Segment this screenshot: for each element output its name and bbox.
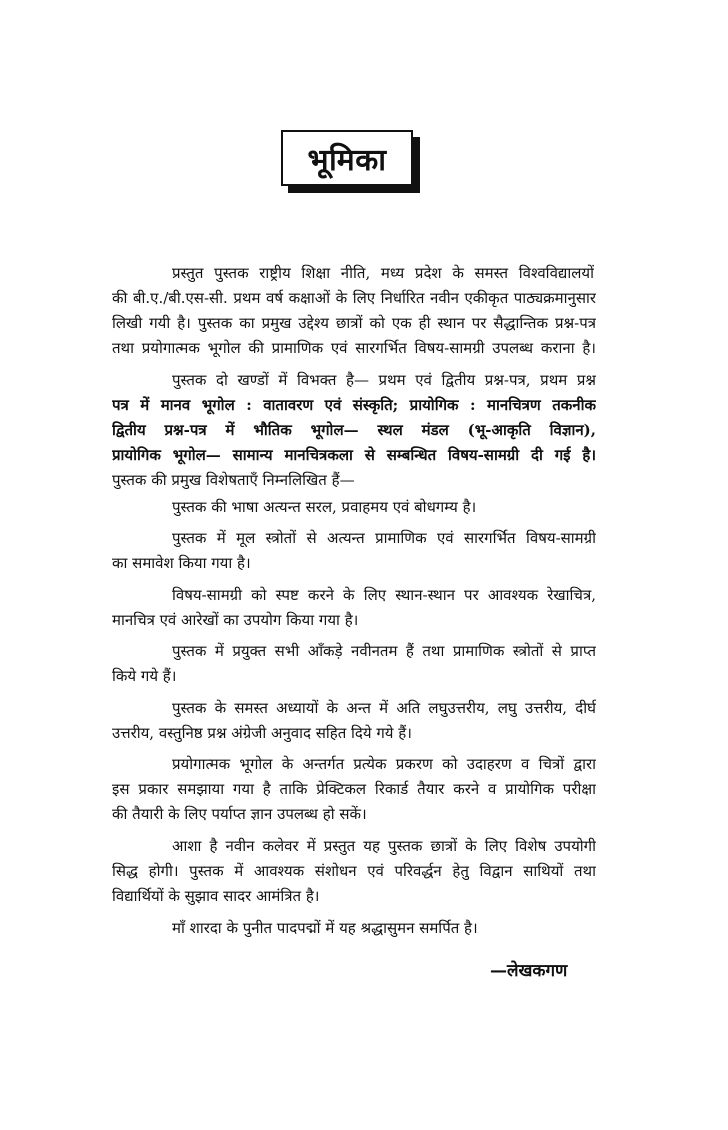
- paragraph-1-line-2: की बी.ए./बी.एस-सी. प्रथम वर्ष कक्षाओं के लिए निर्धारित नवीन एकीकृत पाठ्यक्रमानुसार: [112, 289, 596, 307]
- title-frame: [281, 130, 419, 192]
- paragraph-8-line-1: प्रयोगात्मक भूगोल के अन्तर्गत प्रत्येक प्रकरण को उदाहरण व चित्रों द्वारा: [172, 755, 596, 773]
- paragraph-2-line-2: पत्र में मानव भूगोल : वातावरण एवं संस्कृति; प्रायोगिक : मानचित्रण तकनीक: [112, 396, 596, 414]
- paragraph-3-line-1: पुस्तक की भाषा अत्यन्त सरल, प्रवाहमय एवं बोधगम्य है।: [172, 498, 477, 516]
- paragraph-1-line-1: प्रस्तुत पुस्तक राष्ट्रीय शिक्षा नीति, मध्य प्रदेश के समस्त विश्वविद्यालयों: [172, 264, 594, 282]
- paragraph-4-line-1: पुस्तक में मूल स्त्रोतों से अत्यन्त प्रामाणिक एवं सारगर्भित विषय-सामग्री: [172, 529, 596, 547]
- paragraph-6-line-1: पुस्तक में प्रयुक्त सभी आँकड़े नवीनतम हैं तथा प्रामाणिक स्त्रोतों से प्राप्त: [172, 642, 596, 660]
- paragraph-1-line-4: तथा प्रयोगात्मक भूगोल की प्रामाणिक एवं सारगर्भित विषय-सामग्री उपलब्ध कराना है।: [112, 339, 596, 357]
- paragraph-2-line-4: प्रायोगिक भूगोल— सामान्य मानचित्रकला से सम्बन्धित विषय-सामग्री दी गई है।: [112, 446, 596, 464]
- paragraph-7-line-1: पुस्तक के समस्त अध्यायों के अन्त में अति लघुउत्तरीय, लघु उत्तरीय, दीर्घ: [172, 699, 596, 717]
- paragraph-9-line-2: सिद्ध होगी। पुस्तक में आवश्यक संशोधन एवं परिवर्द्धन हेतु विद्वान साथियों तथा: [112, 862, 596, 880]
- paragraph-2-line-5: पुस्तक की प्रमुख विशेषताएँ निम्नलिखित हैं—: [112, 471, 355, 489]
- paragraph-5-line-1: विषय-सामग्री को स्पष्ट करने के लिए स्थान-स्थान पर आवश्यक रेखाचित्र,: [172, 586, 596, 604]
- paragraph-8-line-2: इस प्रकार समझाया गया है ताकि प्रेक्टिकल रिकार्ड तैयार करने व प्रायोगिक परीक्षा: [112, 780, 596, 798]
- paragraph-8-line-3: की तैयारी के लिए पर्याप्त ज्ञान उपलब्ध हो सकें।: [112, 805, 367, 823]
- signature: —लेखकगण: [490, 961, 568, 981]
- paragraph-2-line-3: द्वितीय प्रश्न-पत्र में भौतिक भूगोल— स्थल मंडल (भू-आकृति विज्ञान),: [112, 421, 596, 439]
- paragraph-4-line-2: का समावेश किया गया है।: [112, 554, 251, 572]
- paragraph-6-line-2: किये गये हैं।: [112, 667, 177, 685]
- paragraph-5-line-2: मानचित्र एवं आरेखों का उपयोग किया गया है।: [112, 611, 359, 629]
- page-title: भूमिका: [281, 130, 413, 186]
- paragraph-7-line-2: उत्तरीय, वस्तुनिष्ठ प्रश्न अंग्रेजी अनुवाद सहित दिये गये हैं।: [112, 724, 412, 742]
- paragraph-2-line-1: पुस्तक दो खण्डों में विभक्त है— प्रथम एवं द्वितीय प्रश्न-पत्र, प्रथम प्रश्न: [172, 371, 596, 389]
- paragraph-1-line-3: लिखी गयी है। पुस्तक का प्रमुख उद्देश्य छात्रों को एक ही स्थान पर सैद्धान्तिक प्रश्न-पत्र: [112, 314, 596, 332]
- paragraph-9-line-1: आशा है नवीन कलेवर में प्रस्तुत यह पुस्तक छात्रों के लिए विशेष उपयोगी: [172, 837, 596, 855]
- paragraph-9-line-3: विद्यार्थियों के सुझाव सादर आमंत्रित है।: [112, 887, 320, 905]
- paragraph-10-line-1: माँ शारदा के पुनीत पादपद्मों में यह श्रद्धासुमन समर्पित है।: [172, 919, 478, 937]
